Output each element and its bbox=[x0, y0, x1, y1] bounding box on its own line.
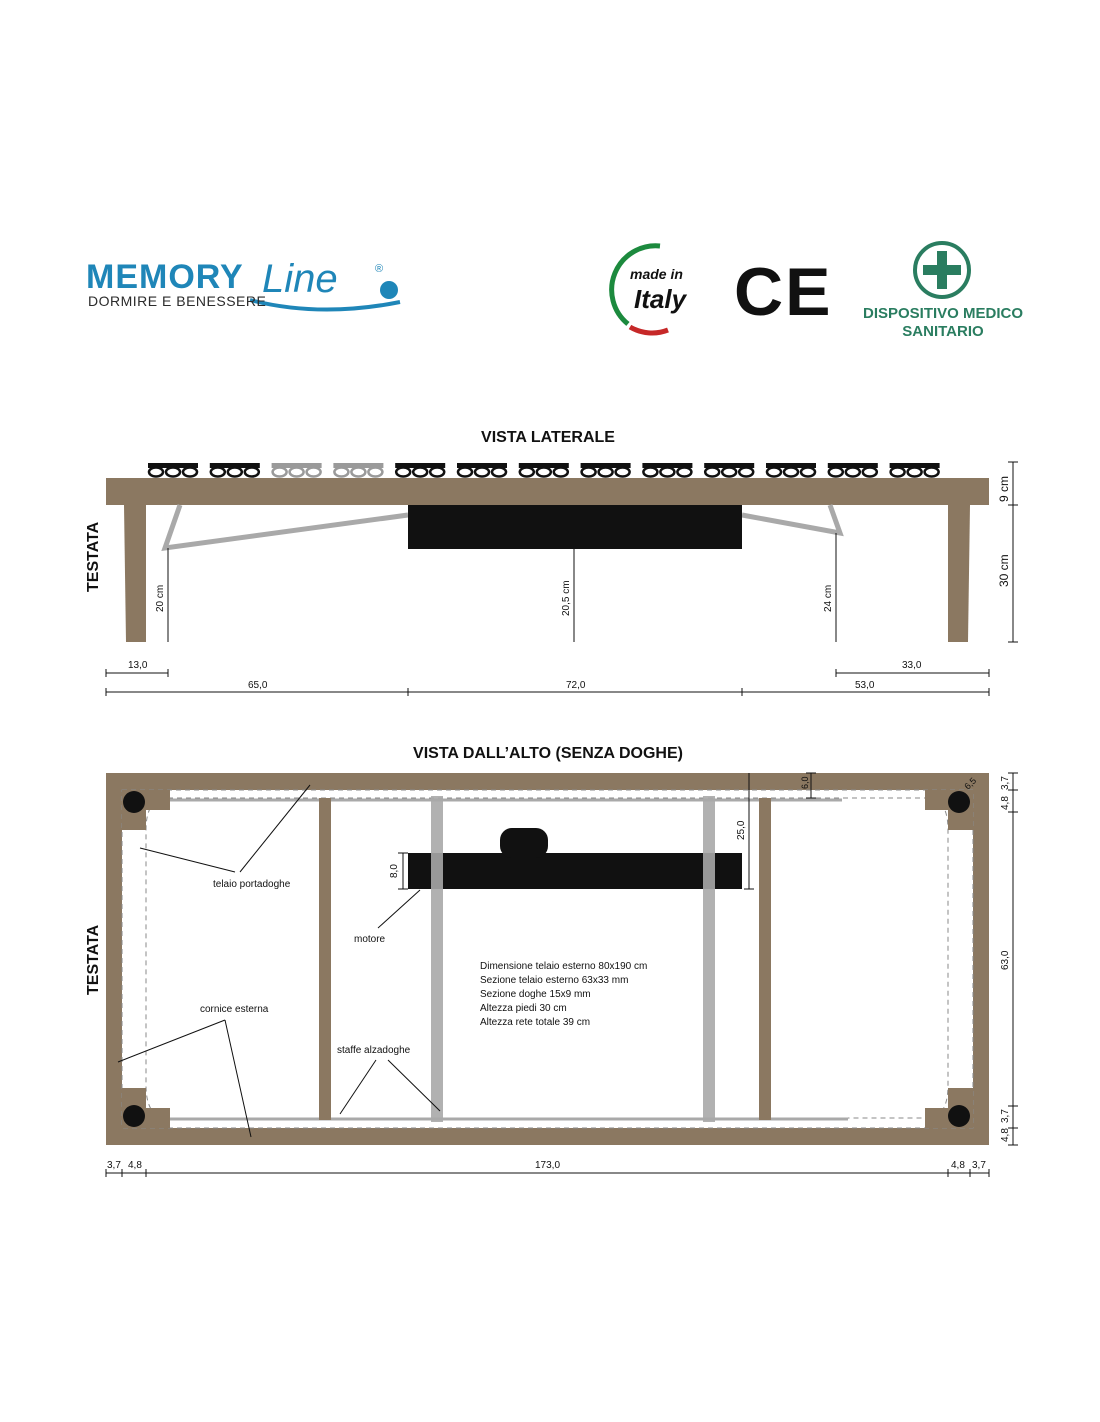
dim-37-right-label: 3,7 bbox=[972, 1160, 986, 1171]
top-view-title: VISTA DALL’ALTO (SENZA DOGHE) bbox=[413, 745, 683, 762]
slat bbox=[519, 463, 569, 477]
slat bbox=[828, 463, 878, 477]
spec-3: Sezione doghe 15x9 mm bbox=[480, 989, 591, 1000]
dim-48-right-label: 4,8 bbox=[951, 1160, 965, 1171]
slat bbox=[890, 463, 940, 477]
spec-4: Altezza piedi 30 cm bbox=[480, 1003, 567, 1014]
medical-line-2: SANITARIO bbox=[902, 323, 984, 340]
ce-mark: CE bbox=[734, 254, 833, 330]
slat bbox=[395, 463, 445, 477]
made-in-text: made in bbox=[630, 266, 683, 282]
slat bbox=[148, 463, 198, 477]
dim-48-left-label: 4,8 bbox=[128, 1160, 142, 1171]
slat bbox=[581, 463, 631, 477]
italy-text: Italy bbox=[634, 284, 687, 314]
height-left-label: 20 cm bbox=[155, 584, 166, 612]
slat-row bbox=[148, 463, 940, 477]
slat bbox=[272, 463, 322, 477]
leg-foot-bl bbox=[123, 1105, 145, 1127]
dim-37-top-label: 3,7 bbox=[1000, 776, 1011, 790]
side-view bbox=[85, 429, 1018, 696]
leg-foot-tl bbox=[123, 791, 145, 813]
top-view bbox=[85, 745, 1018, 1177]
side-view-title: VISTA LATERALE bbox=[481, 429, 615, 446]
dim-33-label: 33,0 bbox=[902, 660, 922, 671]
dim-25-label: 25,0 bbox=[736, 820, 747, 840]
medical-device-badge bbox=[863, 243, 1023, 340]
dim-72-label: 72,0 bbox=[566, 680, 586, 691]
dim-53-label: 53,0 bbox=[855, 680, 875, 691]
dim-48-top-label: 4,8 bbox=[1000, 796, 1011, 810]
dim-37-bot-label: 3,7 bbox=[1000, 1109, 1011, 1123]
height-mid-label: 20,5 cm bbox=[561, 580, 572, 616]
label-lifters: staffe alzadoghe bbox=[337, 1045, 411, 1056]
slat bbox=[642, 463, 692, 477]
dim-13-label: 13,0 bbox=[128, 660, 148, 671]
side-head-label: TESTATA bbox=[85, 521, 102, 592]
motor-top bbox=[408, 853, 742, 889]
memoryline-logo bbox=[86, 257, 400, 310]
label-motor: motore bbox=[354, 934, 386, 945]
lift-arm-right bbox=[742, 505, 840, 533]
dim-63-label: 63,0 bbox=[1000, 950, 1011, 970]
crossbar-right bbox=[759, 798, 771, 1120]
brand-tagline: DORMIRE E BENESSERE bbox=[88, 293, 267, 309]
dim-6-label: 6,0 bbox=[800, 776, 810, 789]
dim-65-label: 65,0 bbox=[248, 680, 268, 691]
lift-arm-left bbox=[165, 505, 408, 548]
top-head-label: TESTATA bbox=[85, 924, 102, 995]
spec-5: Altezza rete totale 39 cm bbox=[480, 1017, 591, 1028]
brand-memory: MEMORY bbox=[86, 258, 244, 296]
dim-173-label: 173,0 bbox=[535, 1160, 561, 1171]
slat bbox=[704, 463, 754, 477]
brand-dot bbox=[380, 281, 398, 299]
dim-48-bot-label: 4,8 bbox=[1000, 1128, 1011, 1142]
slat bbox=[210, 463, 260, 477]
spec-2: Sezione telaio esterno 63x33 mm bbox=[480, 975, 629, 986]
brand-line: Line bbox=[262, 257, 338, 301]
leg-left bbox=[124, 505, 146, 642]
lifter-right bbox=[703, 796, 715, 1122]
label-outer: cornice esterna bbox=[200, 1004, 269, 1015]
made-in-italy-badge bbox=[612, 246, 688, 333]
height-right-label: 24 cm bbox=[823, 584, 834, 612]
slat bbox=[766, 463, 816, 477]
dim-37-left-label: 3,7 bbox=[107, 1160, 121, 1171]
dim-65-top-label: 6,5 bbox=[962, 775, 979, 792]
slat bbox=[457, 463, 507, 477]
brand-swoosh bbox=[250, 300, 400, 310]
label-frame: telaio portadoghe bbox=[213, 879, 291, 890]
leg-foot-br bbox=[948, 1105, 970, 1127]
slat bbox=[333, 463, 383, 477]
lifter-left bbox=[431, 796, 443, 1122]
motor-hump bbox=[500, 828, 548, 858]
medical-line-1: DISPOSITIVO MEDICO bbox=[862, 305, 1024, 322]
leg-foot-tr bbox=[948, 791, 970, 813]
crossbar-left bbox=[319, 798, 331, 1120]
leg-right bbox=[948, 505, 970, 642]
side-frame bbox=[106, 478, 989, 505]
motor-side bbox=[408, 505, 742, 549]
slat-height-label: 9 cm bbox=[997, 475, 1011, 502]
spec-1: Dimensione telaio esterno 80x190 cm bbox=[480, 961, 648, 972]
dim-8-label: 8,0 bbox=[389, 864, 400, 878]
leg-height-label: 30 cm bbox=[997, 554, 1011, 587]
badge-arc-red bbox=[630, 327, 668, 333]
brand-registered: ® bbox=[375, 263, 384, 275]
